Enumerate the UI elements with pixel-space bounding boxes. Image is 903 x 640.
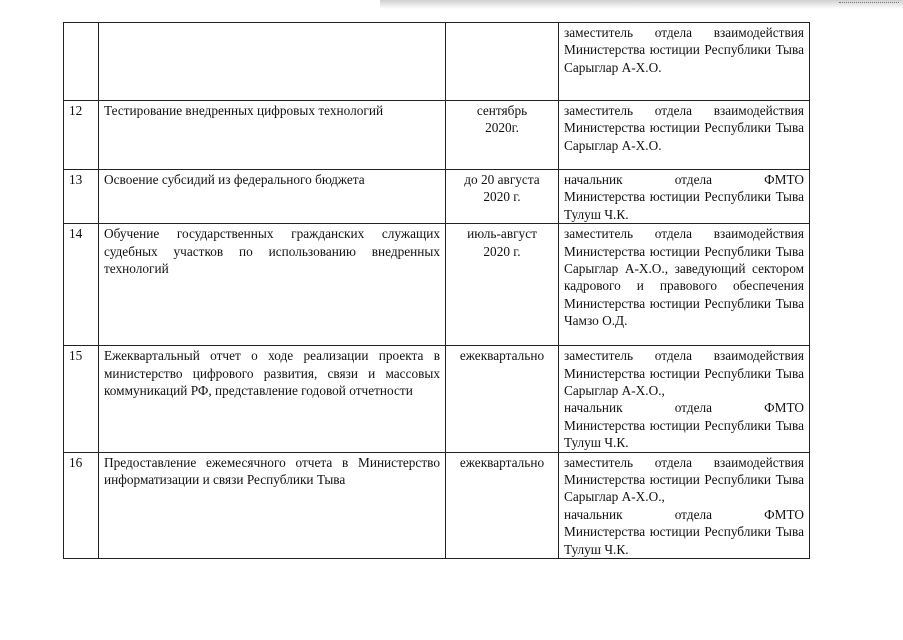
row-responsible-line: Министерства юстиции Республики Тыва Тулуш Ч.К.: [564, 524, 804, 557]
row-number: 14: [64, 224, 99, 346]
scan-noise-artifact: [839, 2, 899, 9]
row-number: 16: [64, 452, 99, 558]
row-term: [446, 23, 559, 101]
row-task: Предоставление ежемесячного отчета в Министерство информатизации и связи Республики Тыва: [99, 452, 446, 558]
table-row: [64, 23, 810, 101]
row-term: [446, 170, 559, 224]
row-responsible: заместитель отдела взаимодействия Министерства юстиции Республики Тыва Сарыглар А-Х.О.: [559, 23, 810, 101]
scan-edge-artifact: [380, 0, 903, 9]
row-number: 15: [64, 346, 99, 452]
row-responsible: заместитель отдела взаимодействия Министерства юстиции Республики Тыва Сарыглар А-Х.О.: [559, 101, 810, 170]
row-task: Ежеквартальный отчет о ходе реализации проекта в министерство цифрового развития, связи и массовых коммуникаций РФ, представление годовой отчетности: [99, 346, 446, 452]
table-row: [64, 346, 810, 452]
table-row: [64, 170, 810, 224]
row-number: 13: [64, 170, 99, 224]
row-responsible-line: Министерства юстиции Республики Тыва Тулуш Ч.К.: [564, 417, 804, 451]
row-responsible-line: заместитель отдела взаимодействия Министерства юстиции Республики Тыва Сарыглар А-Х.О.,: [564, 454, 804, 505]
table-row: [64, 452, 810, 558]
row-term: [446, 224, 559, 346]
row-responsible: [559, 452, 810, 558]
row-responsible: [559, 170, 810, 224]
row-task: [99, 23, 446, 101]
row-responsible: заместитель отдела взаимодействия Министерства юстиции Республики Тыва Сарыглар А-Х.О., заведующий сектором кадрового и правового обеспечения Министерства юстиции Республики Тыва Чамзо О.Д.: [559, 224, 810, 346]
row-term-line: 2020 г.: [483, 243, 521, 259]
row-term: ежеквартально: [446, 452, 559, 558]
row-responsible: [559, 346, 810, 452]
plan-table: [63, 22, 810, 559]
table-row: [64, 101, 810, 170]
row-term-line: до 20 августа: [464, 172, 540, 187]
row-term: ежеквартально: [446, 346, 559, 452]
row-task: Тестирование внедренных цифровых технологий: [99, 101, 446, 170]
row-responsible-line: начальник отдела ФМТО: [564, 400, 804, 416]
row-term-line: сентябрь: [476, 103, 528, 118]
row-task: Освоение субсидий из федерального бюджета: [99, 170, 446, 224]
row-task: Обучение государственных гражданских служащих судебных участков по использованию внедренных технологий: [99, 224, 446, 346]
row-responsible-line: Министерства юстиции Республики Тыва Тулуш Ч.К.: [564, 189, 804, 222]
row-responsible-line: начальник отдела ФМТО: [564, 172, 804, 187]
table-row: [64, 224, 810, 346]
row-term: [446, 101, 559, 170]
row-term-line: июль-август: [467, 226, 537, 242]
row-responsible-line: начальник отдела ФМТО: [564, 506, 804, 522]
row-number: 12: [64, 101, 99, 170]
row-responsible-line: заместитель отдела взаимодействия Министерства юстиции Республики Тыва Сарыглар А-Х.О.,: [564, 348, 804, 399]
row-term-line: 2020г.: [485, 120, 519, 136]
row-term-line: 2020 г.: [483, 189, 521, 205]
row-number: [64, 23, 99, 101]
